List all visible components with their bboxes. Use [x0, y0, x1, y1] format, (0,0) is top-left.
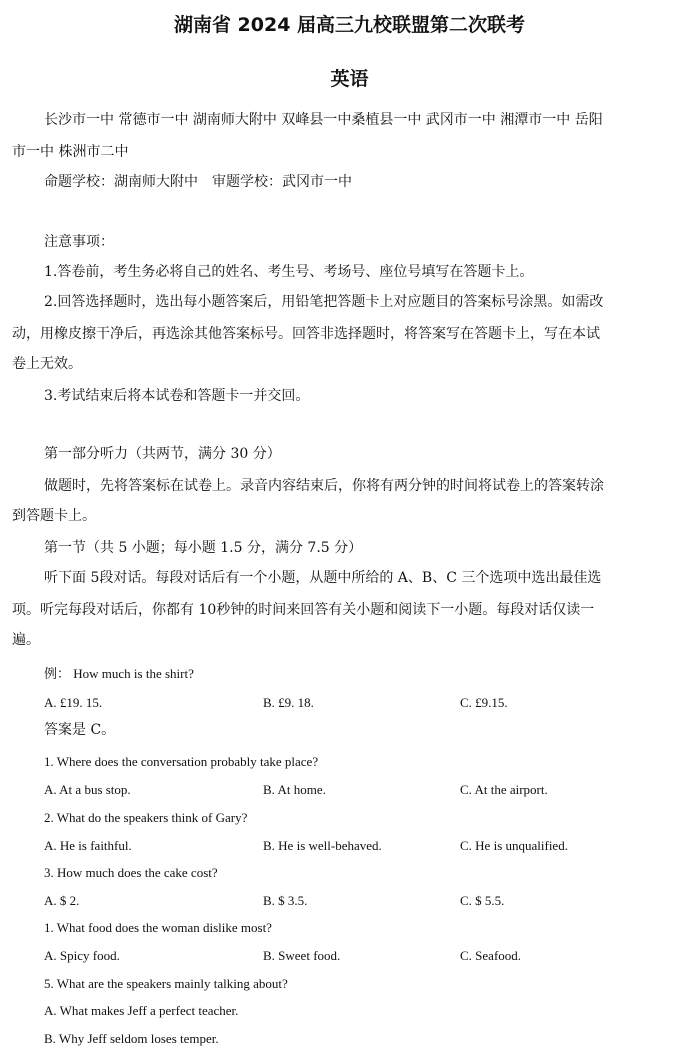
question-3-option-c: C. $ 5.5. — [460, 893, 505, 908]
question-1: 1. Where does the conversation probably take place? — [44, 754, 319, 769]
question-2: 2. What do the speakers think of Gary? — [44, 810, 248, 825]
setter-line: 命题学校：湖南师大附中 审题学校：武冈市一中 — [44, 174, 352, 190]
part1-instruction-line-2: 到答题卡上。 — [12, 508, 96, 524]
note-item-2-line-3: 卷上无效。 — [12, 356, 82, 372]
question-3-option-b: B. $ 3.5. — [263, 893, 308, 908]
schools-line-2: 市一中 株洲市二中 — [12, 144, 129, 160]
question-5-option-a: A. What makes Jeff a perfect teacher. — [44, 1003, 239, 1018]
part1-instruction-line-1: 做题时，先将答案标在试卷上。录音内容结束后，你将有两分钟的时间将试卷上的答案转涂 — [44, 478, 604, 494]
schools-line-1: 长沙市一中 常德市一中 湖南师大附中 双峰县一中桑植县一中 武冈市一中 湘潭市一中 岳阳 — [44, 112, 603, 128]
question-5: 5. What are the speakers mainly talking about? — [44, 976, 288, 991]
note-item-2-line-2: 动，用橡皮擦干净后，再选涂其他答案标号。回答非选择题时，将答案写在答题卡上，写在本试 — [12, 326, 600, 342]
question-2-option-c: C. He is unqualified. — [460, 838, 568, 853]
note-item-2-line-1: 2.回答选择题时，选出每小题答案后，用铅笔把答题卡上对应题目的答案标号涂黑。如需改 — [44, 294, 604, 310]
section1-instruction-line-1: 听下面 5段对话。每段对话后有一个小题，从题中所给的 A、B、C 三个选项中选出最佳选 — [44, 570, 602, 586]
question-1-option-a: A. At a bus stop. — [44, 782, 131, 797]
note-item-3: 3.考试结束后将本试卷和答题卡一并交回。 — [44, 388, 310, 404]
example-question: 例： How much is the shirt? — [44, 666, 194, 681]
question-4: 1. What food does the woman dislike most? — [44, 920, 272, 935]
subject-title: 英语 — [330, 68, 369, 90]
note-item-1: 1.答卷前，考生务必将自己的姓名、考生号、考场号、座位号填写在答题卡上。 — [44, 264, 534, 280]
question-2-option-a: A. He is faithful. — [44, 838, 132, 853]
question-2-option-b: B. He is well-behaved. — [263, 838, 382, 853]
question-1-option-c: C. At the airport. — [460, 782, 548, 797]
section1-instruction-line-3: 遍。 — [12, 632, 40, 648]
section1-heading: 第一节（共 5 小题；每小题 1.5 分，满分 7.5 分） — [44, 540, 363, 556]
question-4-option-a: A. Spicy food. — [44, 948, 120, 963]
example-option-c: C. £9.15. — [460, 695, 508, 710]
question-3-option-a: A. $ 2. — [44, 893, 80, 908]
question-1-option-b: B. At home. — [263, 782, 326, 797]
example-option-b: B. £9. 18. — [263, 695, 314, 710]
question-5-option-b: B. Why Jeff seldom loses temper. — [44, 1031, 219, 1046]
question-4-option-c: C. Seafood. — [460, 948, 522, 963]
example-option-a: A. £19. 15. — [44, 695, 103, 710]
example-answer: 答案是 C。 — [44, 722, 116, 738]
notes-heading: 注意事项： — [44, 234, 114, 250]
exam-title: 湖南省 2024 届高三九校联盟第二次联考 — [173, 14, 526, 36]
question-3: 3. How much does the cake cost? — [44, 865, 218, 880]
part1-heading: 第一部分听力（共两节，满分 30 分） — [44, 446, 281, 462]
section1-instruction-line-2: 项。听完每段对话后，你都有 10秒钟的时间来回答有关小题和阅读下一小题。每段对话仅读一 — [12, 602, 595, 618]
question-4-option-b: B. Sweet food. — [263, 948, 341, 963]
